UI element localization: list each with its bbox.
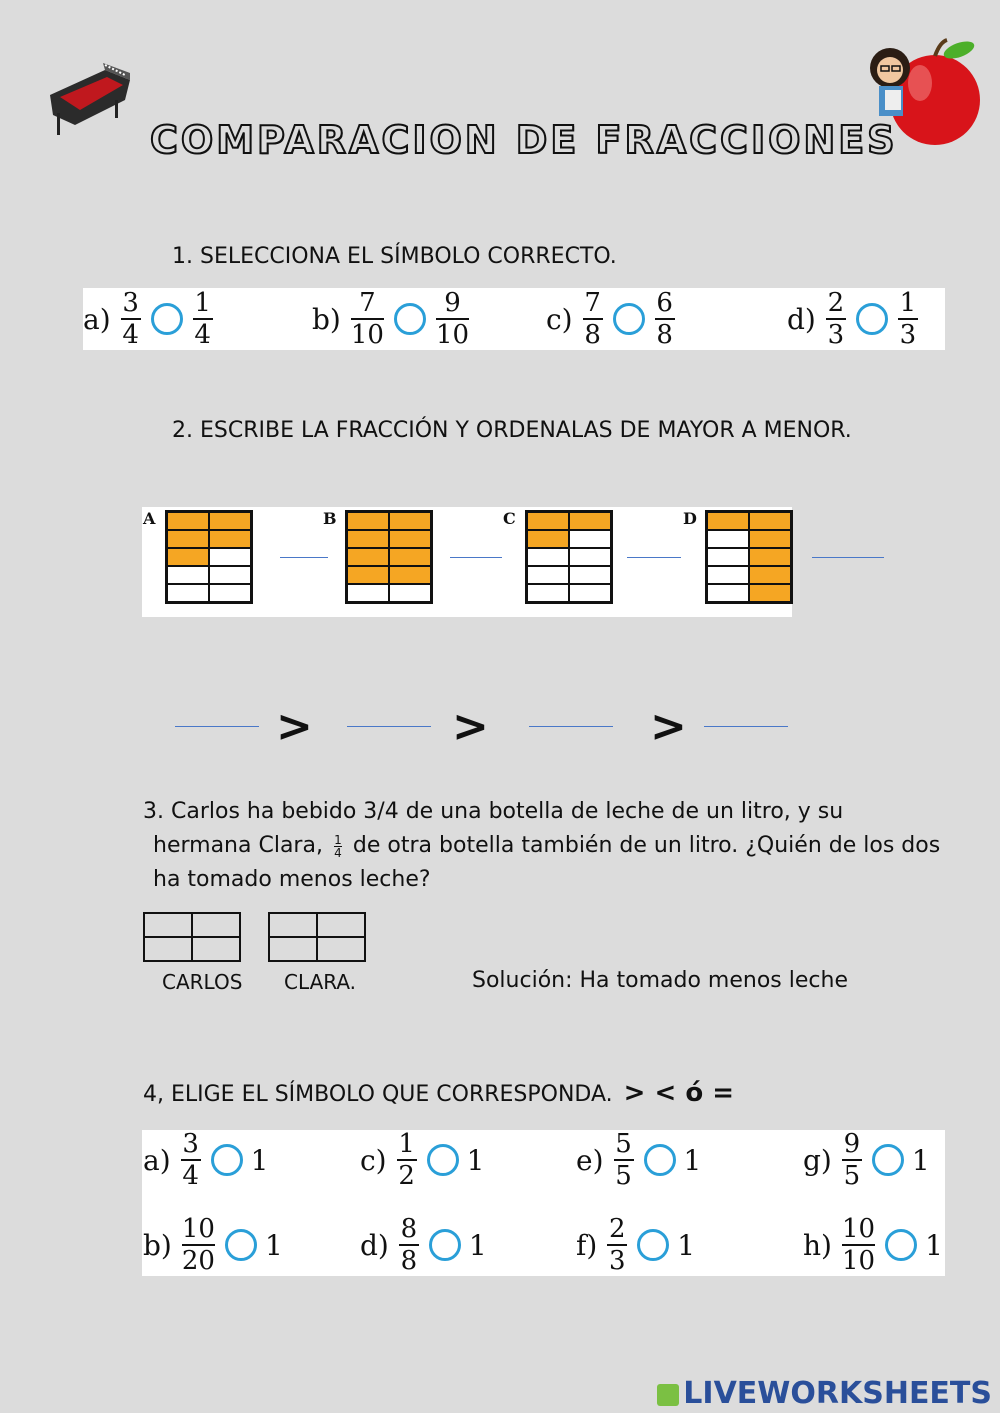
- q3-inline-den: 4: [334, 845, 342, 860]
- fraction: [614, 1131, 634, 1189]
- q4-heading: [143, 1078, 734, 1108]
- greater-than-symbol: >: [276, 701, 313, 752]
- item-label: a): [83, 302, 111, 336]
- brand-logo: [657, 1376, 992, 1411]
- q2-heading: 2. ESCRIBE LA FRACCIÓN Y ORDENALAS DE MAYOR A MENOR.: [172, 418, 852, 443]
- grid-cell: [527, 548, 569, 566]
- q4-item: [360, 1131, 484, 1189]
- order-answer-line[interactable]: [529, 726, 613, 727]
- q1-item: [546, 290, 679, 348]
- grid-cell: [347, 548, 389, 566]
- denominator: 8: [584, 320, 601, 350]
- fraction-answer-line[interactable]: [450, 557, 502, 558]
- denominator: 8: [656, 320, 673, 350]
- fraction-grid: [705, 510, 793, 604]
- grid-cell: [209, 530, 251, 548]
- denominator: 8: [400, 1246, 418, 1276]
- answer-circle[interactable]: [637, 1229, 669, 1261]
- denominator: 4: [194, 320, 211, 350]
- page-title: COMPARACION DE FRACCIONES: [150, 118, 898, 162]
- q1-item: [312, 290, 473, 348]
- grid-cell: [347, 566, 389, 584]
- numerator: 7: [584, 288, 601, 318]
- item-label: b): [312, 302, 341, 336]
- item-label: f): [576, 1228, 598, 1262]
- grid-cell: [749, 530, 791, 548]
- piano-icon: [45, 55, 135, 140]
- q4-item: [143, 1216, 283, 1274]
- grid-cell: [707, 584, 749, 602]
- item-label: g): [803, 1143, 832, 1177]
- carlos-bottle-grid[interactable]: [143, 912, 241, 962]
- fraction-answer-line[interactable]: [280, 557, 328, 558]
- grid-cell: [209, 548, 251, 566]
- label-carlos: CARLOS: [162, 970, 243, 994]
- q3-inline-fraction: [334, 834, 342, 859]
- denominator: 10: [350, 320, 384, 350]
- fraction-left: [826, 290, 846, 348]
- grid-cell: [749, 548, 791, 566]
- clara-cell[interactable]: [317, 937, 365, 961]
- denominator: 5: [843, 1161, 861, 1191]
- q4-item: [143, 1131, 268, 1189]
- carlos-cell[interactable]: [144, 937, 192, 961]
- q4-item: [803, 1131, 930, 1189]
- denominator: 3: [899, 320, 917, 350]
- compare-value: 1: [925, 1228, 943, 1262]
- fraction: [181, 1131, 201, 1189]
- grid-cell: [749, 584, 791, 602]
- label-clara: CLARA.: [284, 970, 357, 994]
- fraction-grid: [525, 510, 613, 604]
- denominator: 20: [181, 1246, 215, 1276]
- denominator: 10: [841, 1246, 876, 1276]
- grid-cell: [389, 512, 431, 530]
- q3-inline-num: 1: [334, 832, 342, 847]
- grid-cell: [167, 512, 209, 530]
- q4-item: [803, 1216, 943, 1274]
- item-label: e): [576, 1143, 604, 1177]
- denominator: 5: [615, 1161, 632, 1191]
- item-label: b): [143, 1228, 172, 1262]
- order-answer-line[interactable]: [347, 726, 431, 727]
- answer-circle[interactable]: [151, 303, 183, 335]
- answer-circle[interactable]: [885, 1229, 917, 1261]
- numerator: 1: [398, 1129, 415, 1159]
- clara-bottle-grid[interactable]: [268, 912, 366, 962]
- q3-line2: [143, 829, 943, 863]
- order-answer-line[interactable]: [704, 726, 788, 727]
- compare-value: 1: [911, 1143, 930, 1177]
- q1-item: [787, 290, 922, 348]
- q3-solution: Solución: Ha tomado menos leche: [472, 968, 848, 993]
- grid-cell: [209, 584, 251, 602]
- grid-cell: [389, 530, 431, 548]
- carlos-cell[interactable]: [144, 913, 192, 937]
- item-label: d): [360, 1228, 389, 1262]
- carlos-cell[interactable]: [192, 913, 240, 937]
- fraction-right: [193, 290, 213, 348]
- order-answer-line[interactable]: [175, 726, 259, 727]
- fraction-grid: [165, 510, 253, 604]
- grid-cell: [527, 512, 569, 530]
- grid-cell: [209, 566, 251, 584]
- grid-cell: [167, 566, 209, 584]
- numerator: 3: [122, 288, 139, 318]
- grid-cell: [707, 512, 749, 530]
- fraction-right: [436, 290, 469, 348]
- compare-value: 1: [264, 1228, 283, 1262]
- fraction-answer-line[interactable]: [627, 557, 681, 558]
- fraction-left: [351, 290, 384, 348]
- answer-circle[interactable]: [613, 303, 645, 335]
- compare-value: 1: [677, 1228, 696, 1262]
- fraction-right: [655, 290, 675, 348]
- q1-item: [83, 290, 217, 348]
- clara-cell[interactable]: [317, 913, 365, 937]
- answer-circle[interactable]: [225, 1229, 257, 1261]
- brand-text: LIVEWORKSHEETS: [683, 1376, 992, 1411]
- q3-line1: 3. Carlos ha bebido 3/4 de una botella de leche de un litro, y su: [143, 799, 844, 824]
- figure-label: D: [683, 509, 697, 528]
- fraction: [607, 1216, 627, 1274]
- grid-cell: [707, 566, 749, 584]
- q4-item: [360, 1216, 487, 1274]
- grid-cell: [569, 548, 611, 566]
- q4-symbols: > < ó =: [623, 1078, 735, 1108]
- grid-cell: [347, 584, 389, 602]
- compare-value: 1: [250, 1143, 269, 1177]
- grid-cell: [389, 548, 431, 566]
- numerator: 9: [444, 288, 461, 318]
- grid-cell: [347, 512, 389, 530]
- greater-than-symbol: >: [452, 701, 489, 752]
- answer-circle[interactable]: [856, 303, 888, 335]
- item-label: d): [787, 302, 816, 336]
- grid-cell: [167, 584, 209, 602]
- grid-cell: [569, 584, 611, 602]
- q3-line2-end: de otra botella también de un litro. ¿Quién de los dos: [345, 833, 941, 858]
- grid-cell: [347, 530, 389, 548]
- fraction: [842, 1131, 862, 1189]
- fraction-left: [121, 290, 141, 348]
- fraction: [397, 1131, 417, 1189]
- denominator: 4: [182, 1161, 199, 1191]
- numerator: 5: [615, 1129, 632, 1159]
- grid-cell: [749, 512, 791, 530]
- q4-item: [576, 1131, 701, 1189]
- grid-cell: [749, 566, 791, 584]
- grid-cell: [527, 530, 569, 548]
- q3-text: [143, 795, 943, 897]
- compare-value: 1: [468, 1228, 487, 1262]
- grid-cell: [707, 530, 749, 548]
- grid-cell: [569, 530, 611, 548]
- item-label: h): [803, 1228, 832, 1262]
- grid-cell: [527, 566, 569, 584]
- q4-heading-text: 4, ELIGE EL SÍMBOLO QUE CORRESPONDA.: [143, 1082, 613, 1107]
- fraction: [842, 1216, 875, 1274]
- item-label: c): [546, 302, 573, 336]
- answer-circle[interactable]: [872, 1144, 904, 1176]
- answer-circle[interactable]: [394, 303, 426, 335]
- figure-label: A: [143, 509, 156, 528]
- figure-label: B: [323, 509, 337, 528]
- denominator: 3: [609, 1246, 626, 1276]
- grid-cell: [707, 548, 749, 566]
- fraction-answer-line[interactable]: [812, 557, 884, 558]
- numerator: 1: [194, 288, 211, 318]
- grid-cell: [209, 512, 251, 530]
- numerator: 6: [656, 288, 673, 318]
- answer-circle[interactable]: [644, 1144, 676, 1176]
- fraction-left: [583, 290, 603, 348]
- clara-cell[interactable]: [269, 913, 317, 937]
- grid-cell: [569, 566, 611, 584]
- fraction-right: [898, 290, 918, 348]
- denominator: 4: [122, 320, 139, 350]
- carlos-cell[interactable]: [192, 937, 240, 961]
- fraction: [182, 1216, 215, 1274]
- denominator: 10: [435, 320, 470, 350]
- grid-cell: [167, 530, 209, 548]
- fraction: [399, 1216, 419, 1274]
- answer-circle[interactable]: [427, 1144, 459, 1176]
- item-label: a): [143, 1143, 171, 1177]
- numerator: 1: [899, 288, 917, 318]
- answer-circle[interactable]: [429, 1229, 461, 1261]
- grid-cell: [389, 584, 431, 602]
- numerator: 2: [609, 1214, 626, 1244]
- numerator: 9: [843, 1129, 861, 1159]
- numerator: 10: [181, 1214, 215, 1244]
- numerator: 7: [359, 288, 376, 318]
- answer-circle[interactable]: [211, 1144, 243, 1176]
- q1-heading: 1. SELECCIONA EL SÍMBOLO CORRECTO.: [172, 244, 617, 269]
- numerator: 3: [182, 1129, 199, 1159]
- greater-than-symbol: >: [650, 701, 687, 752]
- item-label: c): [360, 1143, 387, 1177]
- compare-value: 1: [683, 1143, 702, 1177]
- clara-cell[interactable]: [269, 937, 317, 961]
- fraction-grid: [345, 510, 433, 604]
- grid-cell: [167, 548, 209, 566]
- denominator: 2: [398, 1161, 415, 1191]
- grid-cell: [389, 566, 431, 584]
- q4-item: [576, 1216, 695, 1274]
- numerator: 8: [400, 1214, 418, 1244]
- q3-line3: ha tomado menos leche?: [153, 867, 431, 892]
- compare-value: 1: [466, 1143, 485, 1177]
- numerator: 10: [841, 1214, 876, 1244]
- q3-line2-start: hermana Clara,: [153, 833, 330, 858]
- grid-cell: [569, 512, 611, 530]
- figure-label: C: [503, 509, 516, 528]
- grid-cell: [527, 584, 569, 602]
- brand-icon: [657, 1384, 679, 1406]
- numerator: 2: [827, 288, 845, 318]
- denominator: 3: [827, 320, 845, 350]
